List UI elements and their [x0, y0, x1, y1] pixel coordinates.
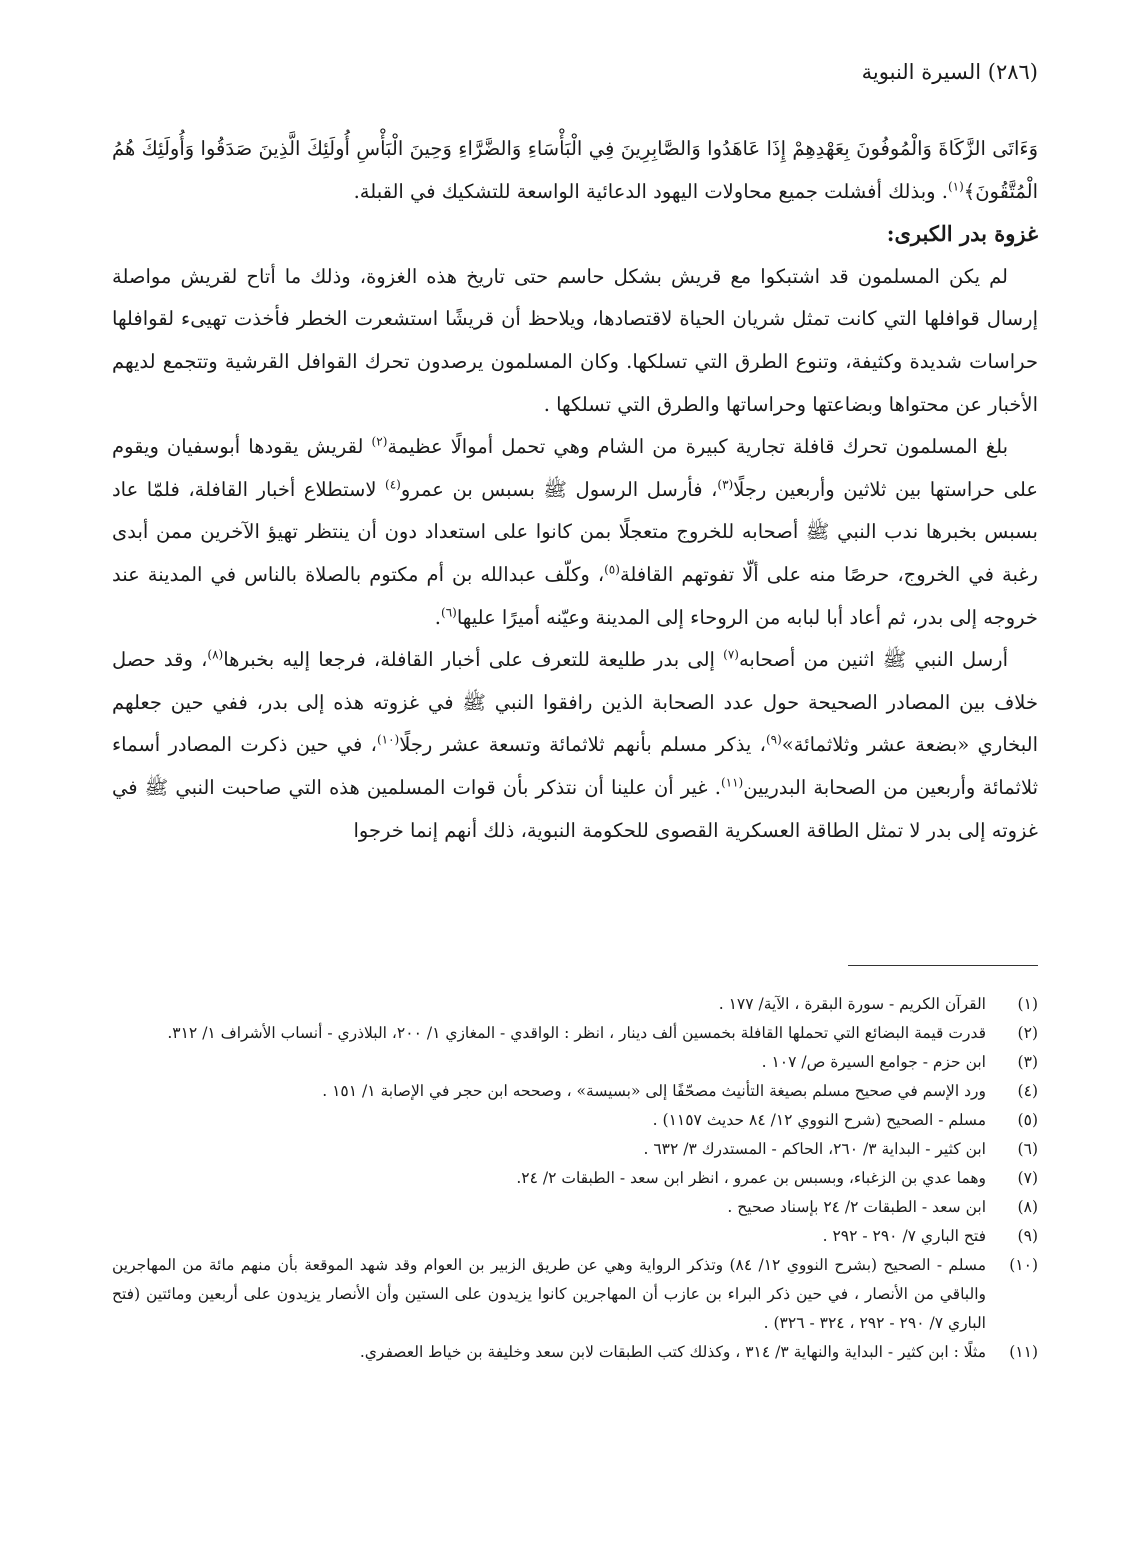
footnote: [112, 1048, 1038, 1077]
footnote-ref-4[interactable]: (٤): [385, 477, 401, 492]
paragraph-text: ، في حين ذكرت المصادر أسماء ثلاثمائة وأربعين من الصحابة البدريين: [112, 733, 1039, 799]
footnote-text: مثلًا : ابن كثير - البداية والنهاية ٣/ ٣١٤ ، وكذلك كتب الطبقات لابن سعد وخليفة بن خياط العصفري.: [359, 1343, 986, 1361]
footnote-ref-11[interactable]: (١١): [720, 775, 744, 790]
footnote-text: ابن سعد - الطبقات ٢/ ٢٤ بإسناد صحيح .: [727, 1198, 986, 1216]
section-heading: غزوة بدر الكبرى:: [886, 221, 1038, 247]
footnote-ref-2[interactable]: (٢): [371, 434, 388, 449]
footnote-number: (٤): [1017, 1082, 1038, 1100]
footnote: [112, 1019, 1038, 1048]
footnote-ref-10[interactable]: (١٠): [376, 732, 400, 747]
footnote-text: وهما عدي بن الزغباء، وبسبس بن عمرو ، انظر ابن سعد - الطبقات ٢/ ٢٤.: [516, 1169, 986, 1187]
paragraph-text: ، فأرسل الرسول ﷺ بسبس بن عمرو: [400, 477, 718, 501]
footnote: [112, 1106, 1038, 1135]
footnote: [112, 1338, 1038, 1367]
footnote: [112, 1222, 1038, 1251]
footnote-ref-5[interactable]: (٥): [604, 562, 620, 577]
paragraph-4: [112, 639, 1038, 852]
paragraph-quran-verse: [112, 128, 1038, 213]
footnote-text: مسلم - الصحيح (شرح النووي ١٢/ ٨٤ حديث ١١٥٧) .: [652, 1111, 986, 1129]
paragraph-text: لقريش يقودها أبوسفيان ويقوم على حراستها بين ثلاثين وأربعين رجلًا: [112, 435, 1039, 501]
footnote-number: (٢): [1017, 1024, 1038, 1042]
footnote-text: القرآن الكريم - سورة البقرة ، الآية/ ١٧٧ .: [718, 995, 986, 1013]
footnote-ref-8[interactable]: (٨): [207, 647, 224, 662]
footnote: [112, 1251, 1038, 1338]
footnote-text: مسلم - الصحيح (بشرح النووي ١٢/ ٨٤) وتذكر الرواية وهي عن طريق الزبير بن العوام وقد شهد الموقعة بأن منهم مائة من المهاجرين والباقي من الأنصار ، في حين ذكر البراء بن عازب أن المهاجرين كانوا يزيدون على الستين وأن الأنصار يزيدون على أربعين ومائتين (فتح الباري ٧/ ٢٩٠ - ٢٩٢ ، ٣٢٤ - ٣٢٦) .: [112, 1256, 987, 1332]
paragraph-text: ، وقد حصل خلاف بين المصادر الصحيحة حول عدد الصحابة الذين رافقوا النبي ﷺ في غزوته هذه إلى بدر، ففي حين جعلهم البخاري «بضعة عشر وثلاثمائة»: [112, 648, 1039, 757]
paragraph-text: إلى بدر طليعة للتعرف على أخبار القافلة، فرجعا إليه بخبرها: [223, 648, 724, 672]
footnote-text: قدرت قيمة البضائع التي تحملها القافلة بخمسين ألف دينار ، انظر : الواقدي - المغازي ١/ ٢٠٠، البلاذري - أنساب الأشراف ١/ ٣١٢.: [167, 1024, 986, 1042]
footnote-number: (٣): [1017, 1053, 1038, 1071]
footnote-text: فتح الباري ٧/ ٢٩٠ - ٢٩٢ .: [822, 1227, 986, 1245]
paragraph-3: [112, 426, 1038, 639]
footnote-text: ابن حزم - جوامع السيرة ص/ ١٠٧ .: [761, 1053, 986, 1071]
footnote-number: (٧): [1017, 1169, 1038, 1187]
footnote-ref-6[interactable]: (٦): [441, 605, 457, 620]
footnote-ref-3[interactable]: (٣): [717, 477, 734, 492]
footnote-number: (٩): [1017, 1227, 1038, 1245]
paragraph-2: لم يكن المسلمون قد اشتبكوا مع قريش بشكل حاسم حتى تاريخ هذه الغزوة، وذلك ما أتاح لقريش مواصلة إرسال قوافلها التي كانت تمثل شريان الحياة لاقتصادها، ويلاحظ أن قريشًا استشعرت الخطر فأخذت تهيىء لقوافلها حراسات شديدة وكثيفة، وتنوع الطرق التي تسلكها. وكان المسلمون يرصدون تحرك القوافل القرشية وتتجمع لديهم الأخبار عن محتواها وبضاعتها وحراساتها والطرق التي تسلكها .: [112, 264, 1038, 416]
paragraph-text: لاستطلاع أخبار القافلة، فلمّا عاد بسبس بخبرها ندب النبي ﷺ أصحابه للخروج متعجلًا بمن كانوا على استعداد دون أن ينتظر تهيؤ الآخرين ممن أبدى رغبة في الخروج، حرصًا منه على ألّا تفوتهم القافلة: [112, 477, 1038, 586]
paragraph-text: .: [434, 605, 441, 629]
footnote-ref-7[interactable]: (٧): [723, 647, 739, 662]
running-header: (٢٨٦) السيرة النبوية: [861, 60, 1038, 84]
paragraph-text: . وبذلك أفشلت جميع محاولات اليهود الدعائية الواسعة للتشكيك في القبلة.: [353, 179, 948, 203]
footnote: [112, 990, 1038, 1019]
footnote-number: (٨): [1017, 1198, 1038, 1216]
footnote: [112, 1077, 1038, 1106]
footnote-number: (٦): [1017, 1140, 1038, 1158]
paragraph-text: ، وكلّف عبدالله بن أم مكتوم بالصلاة بالناس في المدينة عند خروجه إلى بدر، ثم أعاد أبا لبابه من الروحاء إلى المدينة وعيّنه أميرًا عليها: [112, 562, 1038, 629]
footnote-divider: [848, 965, 1038, 966]
main-text: [112, 128, 1038, 852]
footnote: [112, 1135, 1038, 1164]
footnotes: [112, 990, 1038, 1367]
verse-text: وَءَاتَى الزَّكَاةَ وَالْمُوفُونَ بِعَهْدِهِمْ إِذَا عَاهَدُوا وَالصَّابِرِينَ فِي الْبَأْسَاءِ وَالضَّرَّاءِ وَحِينَ الْبَأْسِ أُولَئِكَ الَّذِينَ صَدَقُوا وَأُولَئِكَ هُمُ الْمُتَّقُونَ﴾: [112, 137, 1038, 203]
footnote-number: (٥): [1017, 1111, 1038, 1129]
paragraph-text: . غير أن علينا أن نتذكر بأن قوات المسلمين هذه التي صاحبت النبي ﷺ في غزوته إلى بدر لا تمثل الطاقة العسكرية القصوى للحكومة النبوية، ذلك أنهم إنما خرجوا: [112, 775, 1038, 842]
footnote: [112, 1193, 1038, 1222]
footnote-text: ابن كثير - البداية ٣/ ٢٦٠، الحاكم - المستدرك ٣/ ٦٣٢ .: [643, 1140, 986, 1158]
footnote-ref-9[interactable]: (٩): [765, 732, 782, 747]
paragraph-text: ، يذكر مسلم بأنهم ثلاثمائة وتسعة عشر رجلًا: [399, 733, 766, 757]
footnote: [112, 1164, 1038, 1193]
footnote-number: (١١): [1009, 1343, 1038, 1361]
footnote-text: ورد الإسم في صحيح مسلم بصيغة التأنيث مصحّفًا إلى «بسيسة» ، وصححه ابن حجر في الإصابة ١/ ١٥١ .: [322, 1082, 986, 1100]
footnote-number: (١٠): [1009, 1256, 1038, 1274]
paragraph-text: أرسل النبي ﷺ اثنين من أصحابه: [738, 648, 1008, 672]
footnote-number: (١): [1017, 995, 1038, 1013]
footnote-ref-1[interactable]: (١): [947, 179, 964, 194]
paragraph-text: بلغ المسلمون تحرك قافلة تجارية كبيرة من الشام وهي تحمل أموالًا عظيمة: [387, 435, 1008, 459]
